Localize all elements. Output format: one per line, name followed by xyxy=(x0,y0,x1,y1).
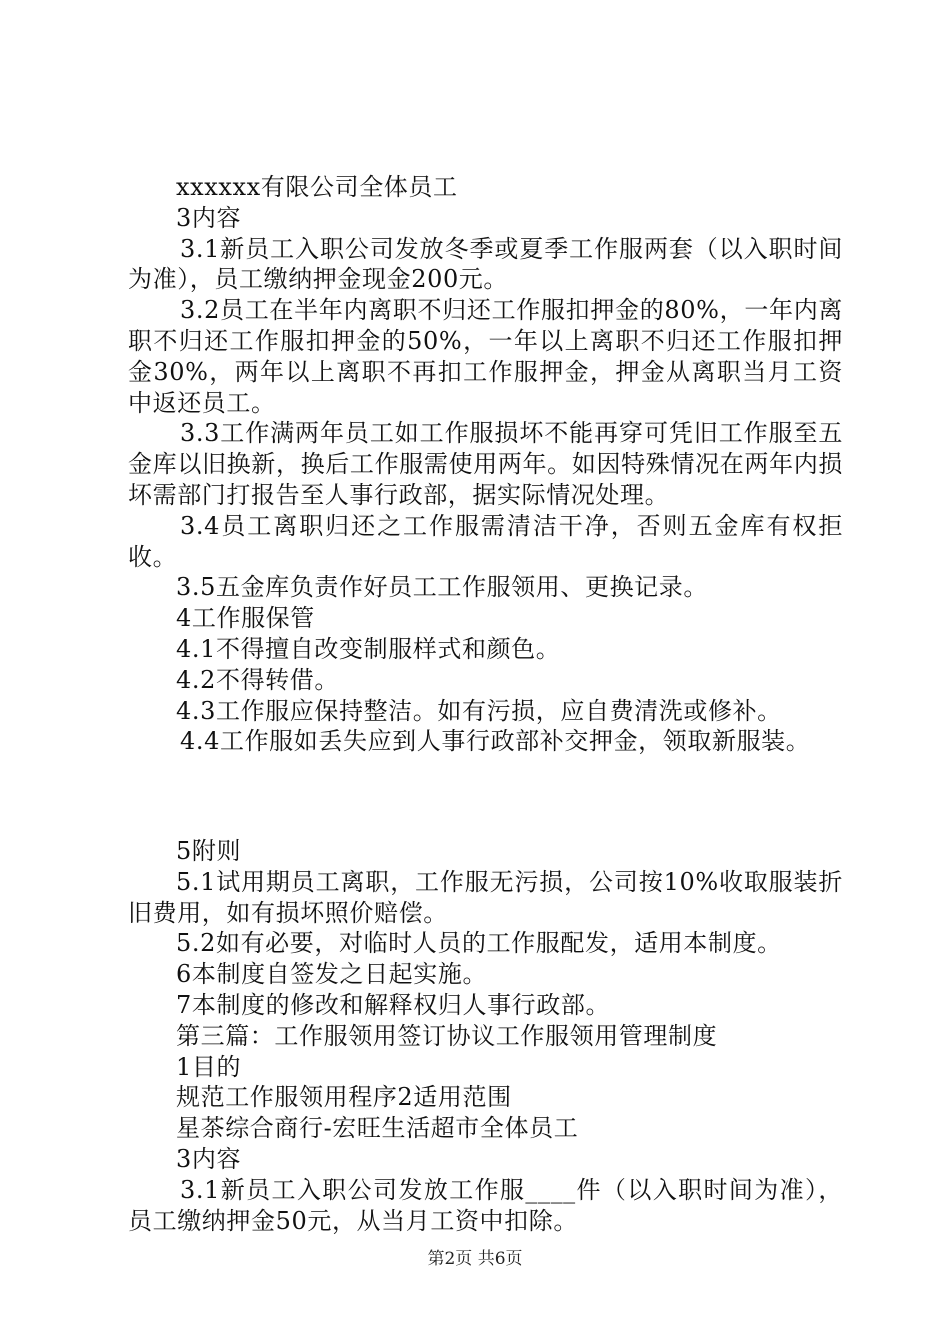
page-footer: 第2页 共6页 xyxy=(427,1249,523,1269)
paragraph: 3.1新员工入职公司发放工作服____件（以入职时间为准），员工缴纳押金50元，从当月工资中扣除。 xyxy=(128,1175,843,1235)
paragraph: 3.1新员工入职公司发放冬季或夏季工作服两套（以入职时间为准），员工缴纳押金现金200元。 xyxy=(128,234,843,294)
paragraph: 3.5五金库负责作好员工工作服领用、更换记录。 xyxy=(176,573,708,602)
paragraph: 4工作服保管 xyxy=(176,604,315,633)
paragraph: 5.2如有必要，对临时人员的工作服配发，适用本制度。 xyxy=(176,929,782,958)
paragraph: 3内容 xyxy=(176,203,242,232)
paragraph: 4.3工作服应保持整洁。如有污损，应自费清洗或修补。 xyxy=(176,696,782,725)
blank-line xyxy=(128,781,843,812)
paragraph: 3.2员工在半年内离职不归还工作服扣押金的80%，一年内离职不归还工作服扣押金的50%，一年以上离职不归还工作服扣押金30%，两年以上离职不再扣工作服押金，押金从离职当月工资中返还员工。 xyxy=(128,296,843,417)
paragraph: 4.1不得擅自改变制服样式和颜色。 xyxy=(176,634,561,663)
paragraph: 规范工作服领用程序2适用范围 xyxy=(176,1083,512,1112)
paragraph: 3内容 xyxy=(176,1144,242,1173)
paragraph: 7本制度的修改和解释权归人事行政部。 xyxy=(176,990,611,1019)
document-body xyxy=(128,172,843,1236)
paragraph: 5.1试用期员工离职，工作服无污损，公司按10%收取服装折旧费用，如有损坏照价赔偿。 xyxy=(128,867,843,927)
paragraph: 3.4员工离职归还之工作服需清洁干净，否则五金库有权拒收。 xyxy=(128,511,843,571)
paragraph: 4.2不得转借。 xyxy=(176,665,339,694)
paragraph: 1目的 xyxy=(176,1052,242,1081)
paragraph: 4.4工作服如丢失应到人事行政部补交押金，领取新服装。 xyxy=(180,727,811,756)
paragraph: 第三篇：工作服领用签订协议工作服领用管理制度 xyxy=(176,1021,718,1050)
paragraph: 3.3工作满两年员工如工作服损坏不能再穿可凭旧工作服至五金库以旧换新，换后工作服需使用两年。如因特殊情况在两年内损坏需部门打报告至人事行政部，据实际情况处理。 xyxy=(128,419,843,509)
paragraph: xxxxxx有限公司全体员工 xyxy=(176,173,458,201)
paragraph: 5附则 xyxy=(176,836,242,865)
paragraph: 6本制度自签发之日起实施。 xyxy=(176,960,488,989)
paragraph: 星茶综合商行-宏旺生活超市全体员工 xyxy=(176,1114,579,1143)
